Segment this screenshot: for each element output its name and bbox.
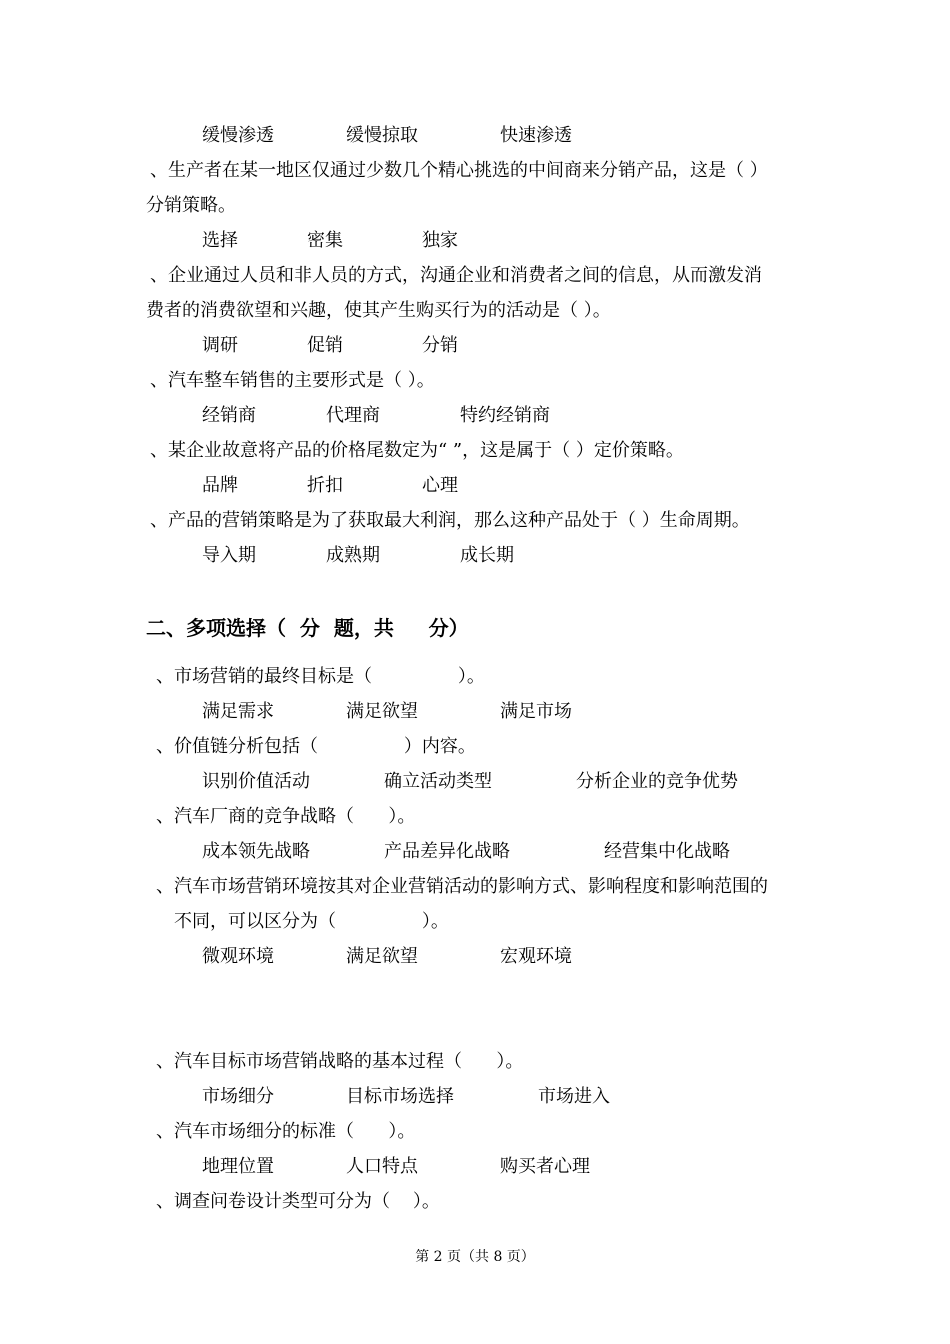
page-footer: 第 2 页（共 8 页） bbox=[415, 1249, 535, 1265]
question-text: 、生产者在某一地区仅通过少数几个精心挑选的中间商来分销产品，这是（ ） bbox=[150, 160, 768, 181]
option-b: 确立活动类型 bbox=[384, 771, 492, 792]
option-a: 缓慢渗透 bbox=[202, 125, 274, 146]
option-b: 密集 bbox=[307, 230, 343, 251]
option-b: 成熟期 bbox=[326, 545, 380, 566]
option-c: 购买者心理 bbox=[500, 1156, 590, 1177]
question-text: 不同，可以区分为（ ）。 bbox=[174, 911, 449, 932]
option-a: 导入期 bbox=[202, 545, 256, 566]
option-a: 经销商 bbox=[202, 405, 256, 426]
option-a: 市场细分 bbox=[202, 1086, 274, 1107]
option-c: 宏观环境 bbox=[500, 946, 572, 967]
question-text: 分销策略。 bbox=[146, 195, 236, 216]
question-text: 、价值链分析包括（ ）内容。 bbox=[156, 736, 476, 757]
option-a: 满足需求 bbox=[202, 701, 274, 722]
option-a: 识别价值活动 bbox=[202, 771, 310, 792]
option-c: 满足市场 bbox=[500, 701, 572, 722]
option-c: 分销 bbox=[422, 335, 458, 356]
question-text: 、汽车整车销售的主要形式是（ ）。 bbox=[150, 370, 435, 391]
option-b: 产品差异化战略 bbox=[384, 841, 510, 862]
option-b: 人口特点 bbox=[346, 1156, 418, 1177]
option-a: 地理位置 bbox=[202, 1156, 274, 1177]
option-c: 成长期 bbox=[460, 545, 514, 566]
question-text: 、某企业故意将产品的价格尾数定为“ ”，这是属于（ ）定价策略。 bbox=[150, 440, 684, 461]
question-text: 、市场营销的最终目标是（ ）。 bbox=[156, 666, 485, 687]
option-b: 促销 bbox=[307, 335, 343, 356]
question-text: 、产品的营销策略是为了获取最大利润，那么这种产品处于（ ）生命周期。 bbox=[150, 510, 750, 531]
question-text: 、汽车目标市场营销战略的基本过程（ ）。 bbox=[156, 1051, 524, 1072]
option-c: 心理 bbox=[422, 475, 458, 496]
option-b: 满足欲望 bbox=[346, 701, 418, 722]
option-c: 经营集中化战略 bbox=[604, 841, 730, 862]
option-b: 满足欲望 bbox=[346, 946, 418, 967]
question-text: 、调查问卷设计类型可分为（ ）。 bbox=[156, 1191, 440, 1212]
question-text: 、汽车市场细分的标准（ ）。 bbox=[156, 1121, 416, 1142]
question-text: 、汽车厂商的竞争战略（ ）。 bbox=[156, 806, 416, 827]
section-heading: 二、多项选择（ 分 题，共 分） bbox=[146, 616, 469, 640]
option-b: 代理商 bbox=[326, 405, 380, 426]
option-c: 分析企业的竞争优势 bbox=[576, 771, 738, 792]
option-c: 市场进入 bbox=[538, 1086, 610, 1107]
question-text: 费者的消费欲望和兴趣，使其产生购买行为的活动是（ ）。 bbox=[146, 300, 611, 321]
option-b: 目标市场选择 bbox=[346, 1086, 454, 1107]
question-text: 、企业通过人员和非人员的方式，沟通企业和消费者之间的信息，从而激发消 bbox=[150, 265, 762, 286]
option-c: 特约经销商 bbox=[460, 405, 550, 426]
option-b: 缓慢掠取 bbox=[346, 125, 418, 146]
option-a: 调研 bbox=[202, 335, 238, 356]
option-a: 选择 bbox=[202, 230, 238, 251]
option-c: 独家 bbox=[422, 230, 458, 251]
option-a: 品牌 bbox=[202, 475, 238, 496]
option-a: 成本领先战略 bbox=[202, 841, 310, 862]
option-b: 折扣 bbox=[307, 475, 343, 496]
option-c: 快速渗透 bbox=[500, 125, 572, 146]
question-text: 、汽车市场营销环境按其对企业营销活动的影响方式、影响程度和影响范围的 bbox=[156, 876, 768, 897]
option-a: 微观环境 bbox=[202, 946, 274, 967]
